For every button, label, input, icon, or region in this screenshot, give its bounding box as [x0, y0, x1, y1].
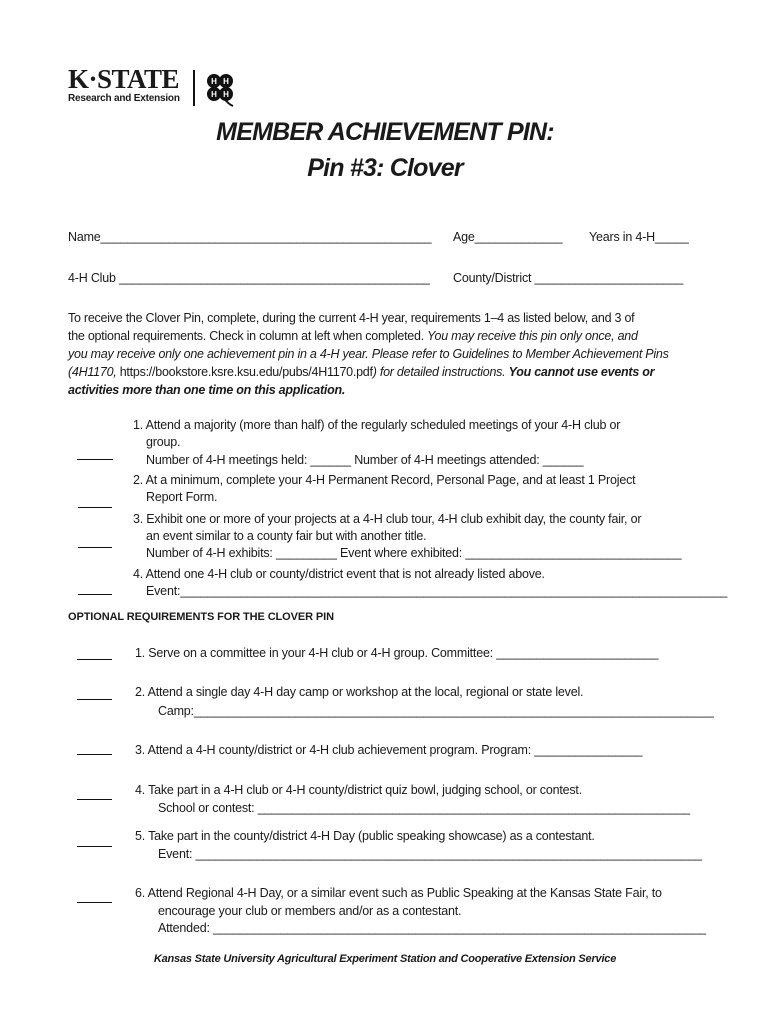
requirement-2-line1: 2. At a minimum, complete your 4-H Permanent Record, Personal Page, and at least 1 Project [133, 473, 636, 487]
requirement-3-exhibits[interactable]: Number of 4-H exhibits: _________ Event where exhibited: ________________________________ [146, 546, 682, 560]
checkbox-blank-req-1[interactable] [77, 459, 113, 460]
svg-text:H: H [211, 90, 217, 99]
optional-6-line1: 6. Attend Regional 4-H Day, or a similar event such as Public Speaking at the Kansas State Fair, to [135, 886, 662, 900]
county-district-field[interactable]: County/District ______________________ [453, 271, 684, 285]
optional-1[interactable]: 1. Serve on a committee in your 4-H club or 4-H group. Committee: ________________________ [135, 646, 659, 660]
logo-divider [193, 70, 195, 106]
optional-4-line1: 4. Take part in a 4-H club or 4-H county/district quiz bowl, judging school, or contest. [135, 783, 582, 797]
footer-text: Kansas State University Agricultural Experiment Station and Cooperative Extension Service [153, 953, 617, 965]
checkbox-blank-opt-4[interactable] [77, 799, 112, 800]
age-field[interactable]: Age_____________ [453, 230, 563, 244]
kstate-wordmark: K·STATE [68, 64, 180, 94]
page-title: MEMBER ACHIEVEMENT PIN: [216, 118, 554, 146]
checkbox-blank-req-4[interactable] [78, 594, 112, 595]
checkbox-blank-opt-1[interactable] [77, 659, 112, 660]
requirement-3-line2: an event similar to a county fair but with another title. [146, 529, 427, 543]
checkbox-blank-req-2[interactable] [78, 507, 112, 508]
checkbox-blank-opt-3[interactable] [77, 754, 112, 755]
optional-5-line1: 5. Take part in the county/district 4-H Day (public speaking showcase) as a contestant. [135, 829, 595, 843]
requirement-1-line2: group. [146, 435, 181, 449]
svg-text:H: H [223, 77, 229, 86]
requirement-4-event[interactable]: Event:_________________________________________________________________________________ [146, 584, 728, 598]
optional-4-contest[interactable]: School or contest: ________________________________________________________________ [158, 801, 690, 815]
requirement-4-line1: 4. Attend one 4-H club or county/district event that is not already listed above. [133, 567, 545, 581]
instructions-paragraph: To receive the Clover Pin, complete, during the current 4-H year, requirements 1–4 as listed below, and 3 of the optional requirements. Check in column at left when completed. You may receive this pin only once, and you may receive only one achievement pin in a 4-H year. Please refer to Guidelines to Member Achievement Pins (4H1170, https://bookstore.ksre.ksu.edu/pubs/4H1170.pdf) for detailed instructions. You cannot use events or activities more than one time on this application. [68, 311, 669, 397]
svg-text:H: H [223, 90, 229, 99]
club-field[interactable]: 4-H Club ______________________________________________ [68, 271, 430, 285]
four-h-clover-icon [200, 68, 240, 108]
optional-2-line1: 2. Attend a single day 4-H day camp or workshop at the local, regional or state level. [135, 685, 584, 699]
checkbox-blank-opt-6[interactable] [77, 902, 112, 903]
optional-6-line2: encourage your club or members and/or as a contestant. [158, 904, 462, 918]
checkbox-blank-req-3[interactable] [78, 547, 112, 548]
checkbox-blank-opt-5[interactable] [77, 846, 112, 847]
requirement-3-line1: 3. Exhibit one or more of your projects at a 4-H club tour, 4-H club exhibit day, the county fair, or [133, 512, 642, 526]
years-in-4h-field[interactable]: Years in 4-H_____ [589, 230, 689, 244]
optional-2-camp[interactable]: Camp:_____________________________________________________________________________ [158, 704, 714, 718]
requirement-2-line2: Report Form. [146, 490, 218, 504]
name-field[interactable]: Name_________________________________________________ [68, 230, 432, 244]
svg-text:H: H [211, 77, 217, 86]
requirement-1-meetings[interactable]: Number of 4-H meetings held: ______ Number of 4-H meetings attended: ______ [146, 453, 584, 467]
optional-section-heading: OPTIONAL REQUIREMENTS FOR THE CLOVER PIN [68, 611, 334, 623]
optional-3[interactable]: 3. Attend a 4-H county/district or 4-H club achievement program. Program: ________________ [135, 743, 643, 757]
optional-5-event[interactable]: Event: ___________________________________________________________________________ [158, 847, 702, 861]
page-subtitle: Pin #3: Clover [307, 154, 463, 182]
optional-6-attended[interactable]: Attended: _________________________________________________________________________ [158, 921, 706, 935]
checkbox-blank-opt-2[interactable] [77, 699, 112, 700]
guidelines-link[interactable]: https://bookstore.ksre.ksu.edu/pubs/4H1170.pdf [119, 365, 373, 379]
kstate-subtitle: Research and Extension [68, 93, 180, 104]
requirement-1-line1: 1. Attend a majority (more than half) of the regularly scheduled meetings of your 4-H club or [133, 418, 621, 432]
